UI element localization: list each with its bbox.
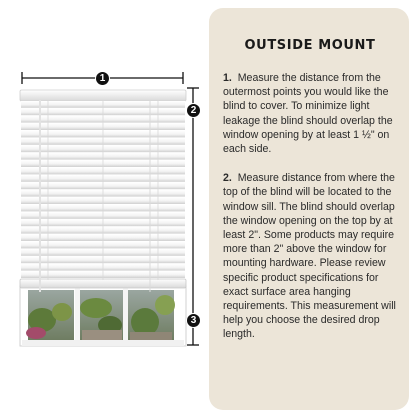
step-1-number: 1. xyxy=(223,72,232,84)
headrail xyxy=(20,90,186,101)
instructions-card xyxy=(209,8,409,410)
step-1 xyxy=(223,71,397,156)
measure-marker-3: 3 xyxy=(186,313,201,328)
window-view xyxy=(22,288,184,346)
bottom-rail xyxy=(20,279,186,288)
step-2-number: 2. xyxy=(223,172,232,185)
measure-marker-1: 1 xyxy=(95,71,110,86)
step-2 xyxy=(223,171,397,341)
step-1-text: Measure the distance from the outermost points you would like the blind to cover. To minimize light leakage the blind should overlap the window opening by at least 1 ½" on each side. xyxy=(223,72,393,156)
height-measure-line xyxy=(187,88,199,345)
step-2-text: Measure distance from where the top of the blind will be located to the window sill. The blind should overlap the window opening on the top by at least 2". Some products may require more than 2" above the window for mounting hardware. Please review specific product specifications for exact surface area hanging requirements. This measurement will help you choose the desired drop length. xyxy=(223,172,396,341)
measure-marker-2: 2 xyxy=(186,103,201,118)
card-title: OUTSIDE MOUNT xyxy=(244,38,376,53)
